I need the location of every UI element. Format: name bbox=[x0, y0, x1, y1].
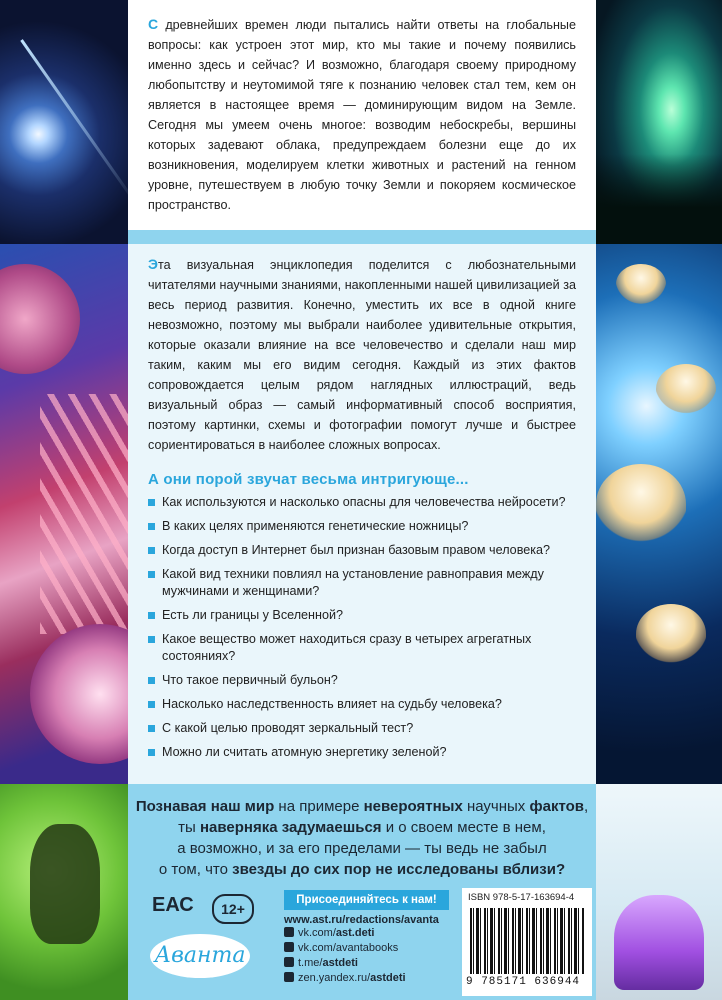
jellyfish-photo bbox=[596, 244, 722, 784]
jellyfish-decoration bbox=[596, 464, 686, 544]
encyclopedia-panel bbox=[128, 244, 596, 784]
zen-icon bbox=[284, 972, 294, 982]
question-text: Есть ли границы у Вселенной? bbox=[162, 608, 344, 622]
intro-text: древнейших времен люди пытались найти ответы на глобальные вопросы: как устроен этот мир, кто мы такие и почему появились именно здесь и сейчас? И возможно, благодаря своему природному любопытству и неутомимой тяге к познанию человек стал тем, кем он является в настоящее время — доминирующим видом на Земле. Сегодня мы умеем очень многое: возводим небоскребы, вершины которых задевают облака, предупреждаем болезни еще до их возникновения, моделируем клетки животных и растений на генном уровне, путешествуем в любую точку Земли и покоряем космическое пространство. bbox=[148, 18, 576, 212]
list-item bbox=[148, 631, 576, 665]
list-item bbox=[148, 518, 576, 535]
bullet-icon bbox=[148, 677, 155, 684]
intro-panel bbox=[128, 0, 596, 230]
list-item bbox=[148, 696, 576, 713]
encyclopedia-paragraph bbox=[148, 254, 576, 455]
website-link[interactable]: www.ast.ru/redactions/avanta bbox=[284, 914, 439, 926]
link-text-bold: ast.deti bbox=[335, 927, 375, 939]
bullet-icon bbox=[148, 749, 155, 756]
list-item bbox=[148, 494, 576, 511]
cell-decoration bbox=[30, 624, 128, 764]
vk-icon bbox=[284, 942, 294, 952]
list-item bbox=[148, 542, 576, 559]
vk-icon bbox=[284, 927, 294, 937]
telegram-icon bbox=[284, 957, 294, 967]
question-text: В каких целях применяются генетические ножницы? bbox=[162, 519, 469, 533]
frog-silhouette bbox=[30, 824, 100, 944]
eac-mark: ЕАС bbox=[152, 894, 194, 916]
frog-leaf-photo bbox=[0, 784, 128, 1000]
jellyfish-decoration bbox=[616, 264, 666, 304]
dna-helix-decoration bbox=[40, 394, 128, 634]
slogan-bold: фактов bbox=[529, 798, 584, 815]
encyclopedia-text: та визуальная энциклопедия поделится с любознательными читателями научными знаниями, накопленными нашей цивилизацией за весь период развития. Конечно, уместить их все в одной книге невозможно, поэтому мы выбрали наиболее удивительные открытия, которые оказали влияние на все человечество и сделали наш мир таким, каким мы его видим сегодня. Каждый из этих фактов сопровождается целым рядом наглядных иллюстраций, ведь визуальный образ — самый информативный способ восприятия, поэтому картинки, схемы и фотографии помогут лучше и быстрее сориентироваться в наиболее сложных вопросах. bbox=[148, 258, 576, 452]
slogan-bold: звезды до сих пор не исследованы вблизи? bbox=[232, 861, 566, 878]
flask-icon bbox=[614, 895, 704, 990]
cell-decoration bbox=[0, 264, 80, 374]
bullet-icon bbox=[148, 571, 155, 578]
slogan bbox=[128, 796, 596, 880]
question-text: Какой вид техники повлиял на установление равноправия между мужчинами и женщинами? bbox=[162, 567, 544, 598]
barcode-digits: 9 785171 636944 bbox=[466, 976, 581, 988]
question-text: Как используются и насколько опасны для человечества нейросети? bbox=[162, 495, 566, 509]
bullet-icon bbox=[148, 523, 155, 530]
slogan-text: и о своем месте в нем, bbox=[381, 819, 546, 836]
link-text: vk.com/avantabooks bbox=[298, 942, 399, 954]
bullet-icon bbox=[148, 701, 155, 708]
jellyfish-decoration bbox=[636, 604, 706, 664]
bullet-icon bbox=[148, 636, 155, 643]
bullet-icon bbox=[148, 499, 155, 506]
join-banner: Присоединяйтесь к нам! bbox=[284, 890, 449, 910]
slogan-text: на примере bbox=[274, 798, 364, 815]
bullet-icon bbox=[148, 725, 155, 732]
question-text: Какое вещество может находиться сразу в четырех агрегатных состояниях? bbox=[162, 632, 532, 663]
vk-link-astdeti[interactable] bbox=[284, 926, 454, 941]
link-text: vk.com/ bbox=[298, 927, 336, 939]
tree-silhouette bbox=[596, 154, 722, 244]
questions-list bbox=[148, 494, 576, 761]
question-text: Можно ли считать атомную энергетику зеленой? bbox=[162, 745, 447, 759]
question-text: Насколько наследственность влияет на судьбу человека? bbox=[162, 697, 502, 711]
lab-flask-photo bbox=[596, 784, 722, 1000]
zen-link[interactable] bbox=[284, 971, 454, 986]
slogan-text: а возможно, и за его пределами — ты ведь не забыл bbox=[177, 840, 547, 857]
dropcap: С bbox=[148, 16, 159, 32]
social-links bbox=[284, 890, 454, 986]
publisher-logo: Аванта bbox=[150, 934, 250, 978]
barcode bbox=[470, 908, 584, 974]
dropcap: Э bbox=[148, 256, 158, 272]
question-text: Когда доступ в Интернет был признан базовым правом человека? bbox=[162, 543, 551, 557]
aurora-photo bbox=[596, 0, 722, 244]
isbn-block bbox=[462, 888, 592, 996]
slogan-text: о том, что bbox=[158, 861, 233, 878]
isbn-number: ISBN 978-5-17-163694-4 bbox=[468, 892, 575, 903]
question-text: Что такое первичный бульон? bbox=[162, 673, 338, 687]
questions-heading: А они порой звучат весьма интригующе... bbox=[148, 471, 469, 488]
age-rating-badge: 12+ bbox=[212, 894, 254, 924]
vk-link-avantabooks[interactable] bbox=[284, 941, 454, 956]
slogan-text: , bbox=[584, 798, 589, 815]
space-photo bbox=[0, 0, 128, 244]
list-item bbox=[148, 720, 576, 737]
brand-block bbox=[140, 888, 260, 988]
jellyfish-decoration bbox=[656, 364, 716, 414]
slogan-text: научных bbox=[462, 798, 530, 815]
bullet-icon bbox=[148, 547, 155, 554]
list-item bbox=[148, 607, 576, 624]
telegram-link[interactable] bbox=[284, 956, 454, 971]
link-text: t.me/ bbox=[298, 957, 323, 969]
bullet-icon bbox=[148, 612, 155, 619]
question-text: С какой целью проводят зеркальный тест? bbox=[162, 721, 414, 735]
link-text: zen.yandex.ru/ bbox=[298, 972, 371, 984]
dna-photo bbox=[0, 244, 128, 784]
intro-paragraph bbox=[148, 14, 576, 215]
list-item bbox=[148, 744, 576, 761]
slogan-bold: наверняка задумаешься bbox=[199, 819, 382, 836]
link-text-bold: astdeti bbox=[322, 957, 358, 969]
list-item bbox=[148, 566, 576, 600]
slogan-text: ты bbox=[178, 819, 200, 836]
light-ray-decoration bbox=[20, 39, 128, 205]
slogan-bold: невероятных bbox=[363, 798, 463, 815]
list-item bbox=[148, 672, 576, 689]
link-text-bold: astdeti bbox=[370, 972, 406, 984]
slogan-bold: Познавая наш мир bbox=[135, 798, 275, 815]
